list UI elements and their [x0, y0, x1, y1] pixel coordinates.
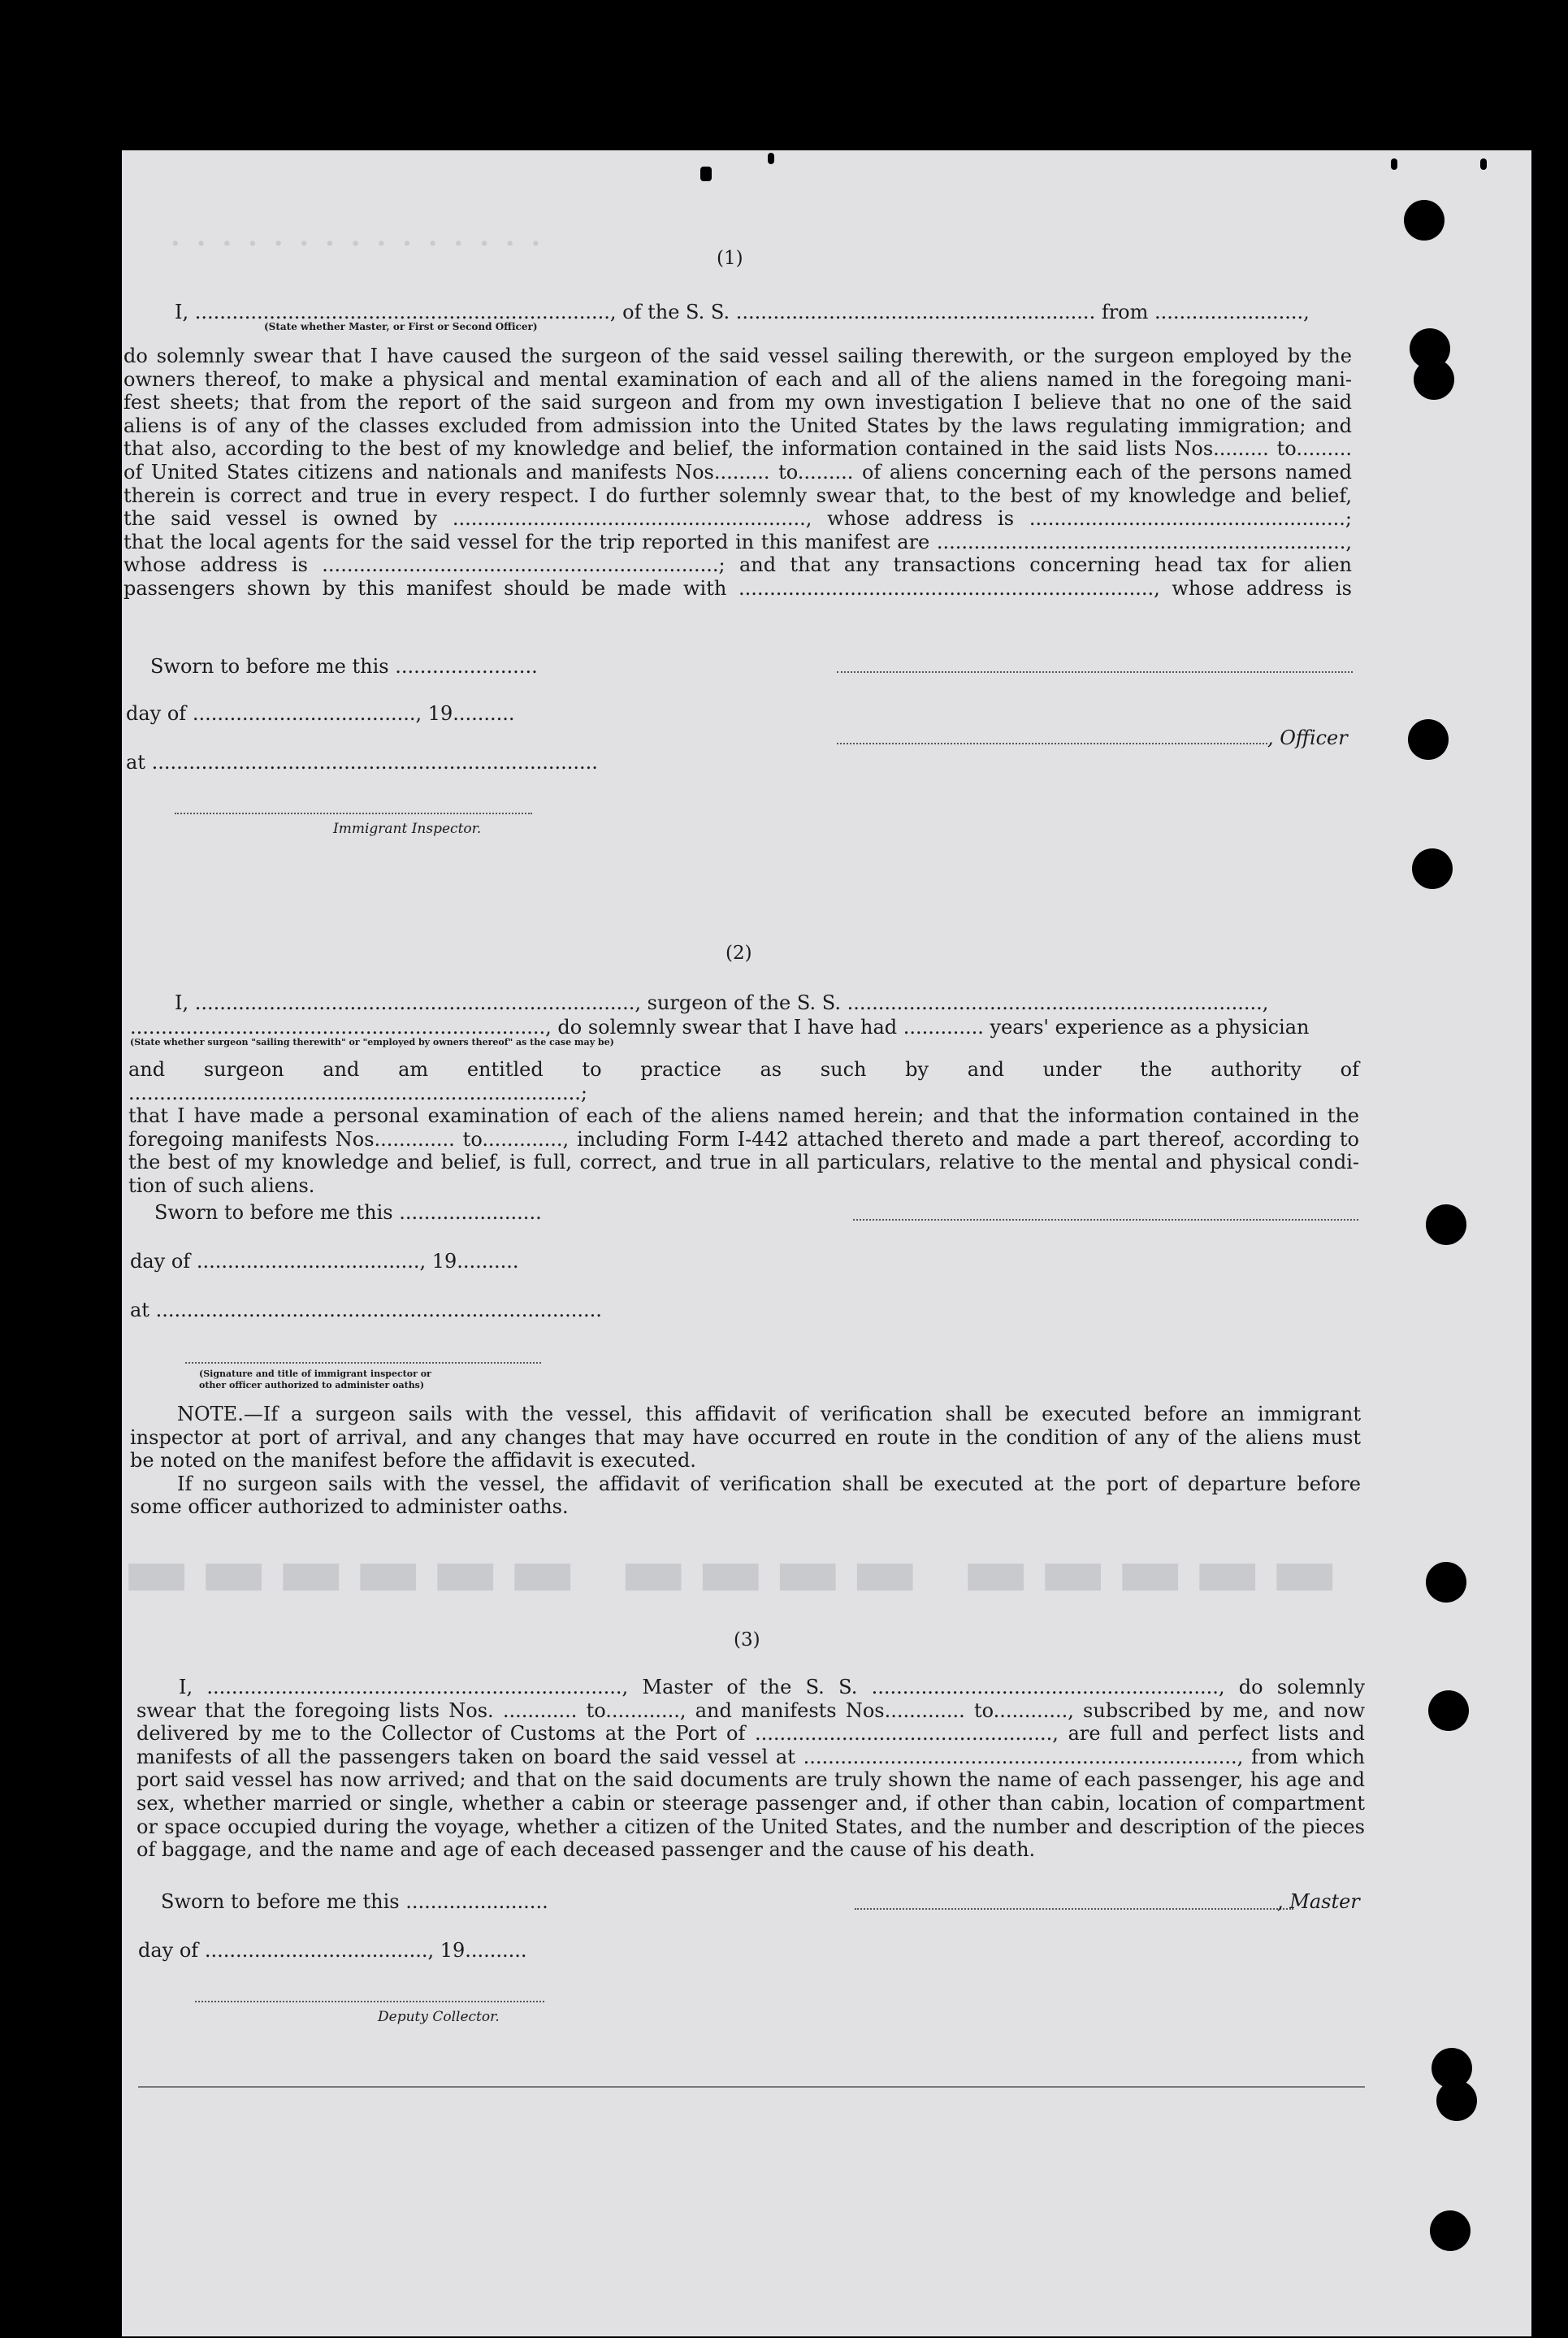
note-line: If no surgeon sails with the vessel, the affidavit of verification shall be executed at the port of departure before	[177, 1472, 1361, 1495]
section-2-oath-paragraph	[128, 1058, 1359, 1198]
section-2-experience-line: ..................................................................., do solemnly swear that I have had ............. years' experience as a physician	[130, 1016, 1310, 1039]
section-3-master-label: , Master	[1277, 1890, 1360, 1913]
oath-line: of baggage, and the name and age of each deceased passenger and the cause of his death.	[136, 1838, 1036, 1862]
section-1-officer-line	[837, 743, 1267, 744]
section-2-signature-line	[853, 1219, 1358, 1221]
section-1-at-line: at ........................................................................	[126, 751, 598, 774]
section-2-day-of-line: day of ...................................., 19..........	[130, 1250, 519, 1273]
oath-line: passengers shown by this manifest should be made with ..................................................................., whose address is	[123, 576, 1352, 600]
oath-line: that the local agents for the said vessel for the trip reported in this manifest are ..................................................................,	[123, 530, 1352, 553]
section-2-surgeon-line: I, ......................................................................., surgeon of the S. S. ...................................................................,	[175, 991, 1269, 1014]
section-2-sworn-line: Sworn to before me this .......................	[154, 1201, 542, 1224]
oath-line: or space occupied during the voyage, whether a citizen of the United States, and the number and description of the pieces	[136, 1815, 1365, 1838]
section-2-at-line: at ........................................................................	[130, 1299, 602, 1321]
note-line: NOTE.—If a surgeon sails with the vessel, this affidavit of verification shall be executed before an immigrant	[177, 1403, 1361, 1425]
oath-line: foregoing manifests Nos............. to............., including Form I-442 attached thereto and made a part thereof, according to	[128, 1127, 1359, 1151]
section-3-sworn-line: Sworn to before me this .......................	[161, 1890, 548, 1913]
oath-line: that I have made a personal examination of each of the aliens named herein; and that the information contained in the	[128, 1104, 1359, 1128]
oath-line: the said vessel is owned by ........................................................., whose address is ...................................................;	[123, 507, 1352, 531]
oath-line: the best of my knowledge and belief, is full, correct, and true in all particulars, relative to the mental and physical condi-	[128, 1151, 1359, 1174]
punch-hole	[1404, 200, 1445, 241]
oath-line: fest sheets; that from the report of the said surgeon and from my own investigation I believe that no one of the said	[123, 391, 1352, 414]
section-2-note	[130, 1403, 1361, 1519]
section-1-declarant-note: (State whether Master, or First or Second Officer)	[264, 321, 538, 332]
oath-line: of United States citizens and nationals and manifests Nos......... to......... of aliens concerning each of the persons named	[123, 460, 1352, 484]
section-1-signature-line	[837, 671, 1353, 673]
oath-line: owners thereof, to make a physical and mental examination of each and all of the aliens named in the foregoing mani-	[123, 367, 1352, 391]
oath-line: do solemnly swear that I have caused the surgeon of the said vessel sailing therewith, or the surgeon employed by the	[123, 345, 1352, 367]
section-3-number: (3)	[734, 1629, 760, 1650]
note-line: be noted on the manifest before the affidavit is executed.	[130, 1449, 696, 1473]
section-3-oath-paragraph	[136, 1676, 1365, 1862]
section-3-collector-label: Deputy Collector.	[378, 2009, 500, 2025]
punch-mark	[1480, 158, 1487, 170]
section-2-number: (2)	[726, 943, 752, 964]
punch-mark	[1391, 158, 1397, 170]
section-2-signature-note-1: (Signature and title of immigrant inspector or	[199, 1369, 431, 1379]
oath-line: I, ..................................................................., Master of the S. S. ........................................................, do solemnly	[179, 1676, 1365, 1698]
section-3-master-line	[855, 1908, 1293, 1910]
section-1-day-of-line: day of ...................................., 19..........	[126, 702, 515, 725]
punch-hole	[1412, 848, 1453, 889]
oath-line: swear that the foregoing lists Nos. ............ to............, and manifests Nos............. to............, subscribed by me, and now	[136, 1698, 1365, 1722]
section-1-declarant-line: I, ..................................................................., of the S. S. .......................................................... from ........................,	[175, 301, 1310, 323]
oath-line: manifests of all the passengers taken on board the said vessel at ......................................................................, from which	[136, 1745, 1365, 1768]
punch-hole	[1408, 719, 1449, 760]
oath-line: port said vessel has now arrived; and that on the said documents are truly shown the name of each passenger, his age and	[136, 1768, 1365, 1792]
section-3-collector-line	[195, 2001, 544, 2002]
bleed-through-text: · · · · · · · · · · · · · · ·	[171, 228, 544, 260]
section-3-day-of-line: day of ...................................., 19..........	[138, 1939, 527, 1962]
bleed-through-text: ▬▬▬▬▬▬ ▬▬▬▬ ▬▬▬▬▬	[122, 1528, 1348, 1614]
punch-hole	[1426, 1562, 1466, 1603]
section-1-inspector-label: Immigrant Inspector.	[333, 821, 482, 837]
punch-hole	[1430, 2210, 1471, 2251]
section-1-number: (1)	[717, 248, 743, 269]
section-1-oath-paragraph	[123, 345, 1352, 601]
section-2-experience-note: (State whether surgeon "sailing therewith" or "employed by owners thereof" as the case may be)	[130, 1037, 614, 1048]
punch-hole	[1414, 359, 1454, 400]
punch-hole	[1436, 2080, 1477, 2121]
section-2-inspector-line	[185, 1362, 541, 1364]
oath-line: sex, whether married or single, whether a cabin or steerage passenger and, if other than cabin, location of compartment	[136, 1791, 1365, 1815]
oath-line: therein is correct and true in every respect. I do further solemnly swear that, to the best of my knowledge and belief,	[123, 484, 1352, 507]
bottom-rule	[138, 2086, 1365, 2088]
oath-line: tion of such aliens.	[128, 1173, 315, 1197]
note-line: some officer authorized to administer oaths.	[130, 1495, 569, 1519]
section-1-inspector-line	[175, 813, 532, 814]
oath-line: and surgeon and am entitled to practice as such by and under the authority of .........................................................................;	[128, 1058, 1359, 1104]
oath-line: delivered by me to the Collector of Customs at the Port of ................................................, are full and perfect lists and	[136, 1722, 1365, 1746]
section-2-signature-note-2: other officer authorized to administer oaths)	[199, 1380, 425, 1390]
oath-line: aliens is of any of the classes excluded from admission into the United States by the laws regulating immigration; and	[123, 414, 1352, 437]
punch-mark	[700, 167, 712, 181]
oath-line: that also, according to the best of my knowledge and belief, the information contained in the said lists Nos......... to.........	[123, 437, 1352, 461]
note-line: inspector at port of arrival, and any changes that may have occurred en route in the condition of any of the aliens must	[130, 1425, 1361, 1449]
oath-line: whose address is ................................................................; and that any transactions concerning head tax for alien	[123, 553, 1352, 577]
section-1-sworn-line: Sworn to before me this .......................	[150, 655, 538, 678]
section-1-officer-label: , Officer	[1267, 727, 1348, 749]
punch-mark	[768, 153, 774, 164]
punch-hole	[1428, 1690, 1469, 1731]
punch-hole	[1426, 1204, 1466, 1245]
